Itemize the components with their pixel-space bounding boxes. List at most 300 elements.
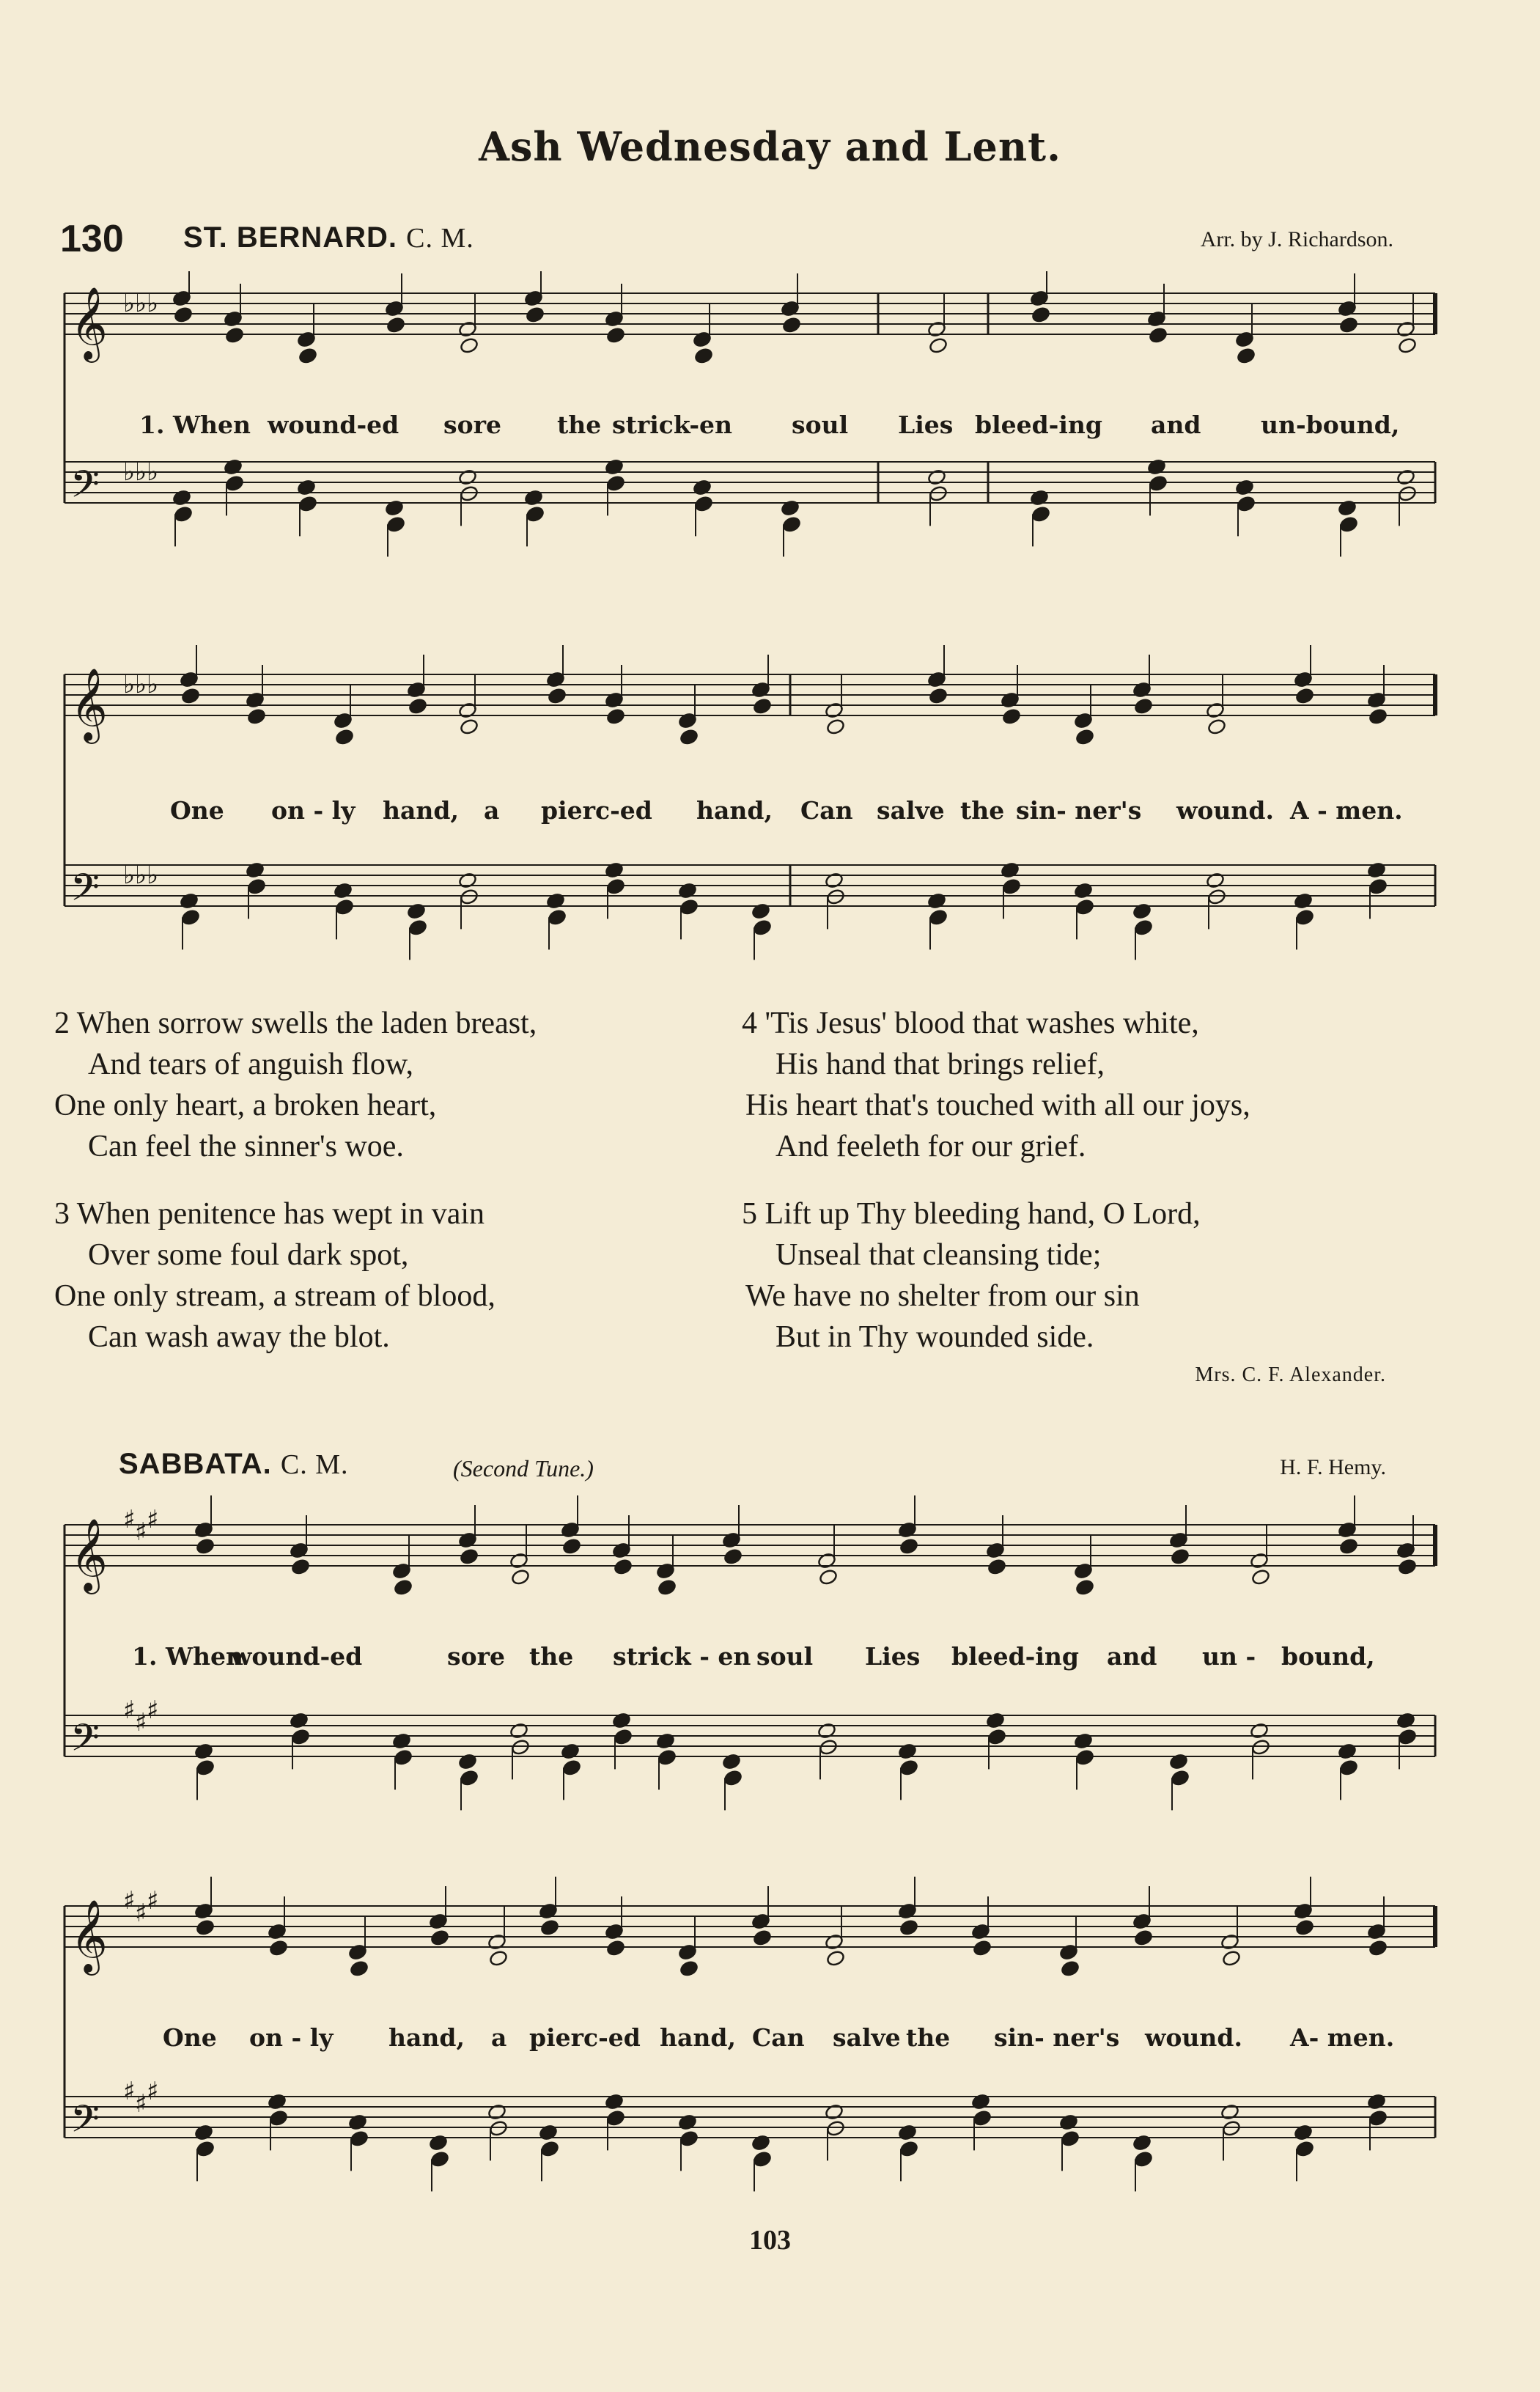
note-head [385,499,405,517]
flat-icon: ♭ [123,457,136,487]
note-head [509,1722,529,1740]
note-head [656,1732,676,1750]
verse-5: 5 Lift up Thy bleeding hand, O Lord, Unseal that cleansing tide; We have no shelter from our sin But in Thy wounded side. [742,1197,1201,1354]
lyric-syllable: hand, [696,796,773,825]
second-tune-composer: H. F. Hemy. [1280,1455,1386,1479]
treble-clef-icon: 𝄞 [70,287,108,360]
note-head [1398,1559,1418,1576]
staff [65,645,1435,746]
note-head [987,1729,1007,1746]
lyric-syllable: wound-ed [231,1642,363,1671]
note-head [753,2151,773,2168]
verses-right-column [742,1003,1467,1358]
note-head [899,2141,919,2158]
note-head [679,729,699,746]
staff [65,457,1435,556]
note-head [1237,496,1256,513]
note-head [334,882,353,899]
note-head [1002,708,1022,726]
note-head [458,872,478,889]
note-head [386,317,406,334]
note-head [511,1739,531,1756]
note-head [899,1919,919,1937]
note-head [460,888,479,906]
lyric-syllable: and [1151,411,1201,439]
note-head [269,1940,289,1957]
note-head [1075,729,1095,746]
verse-3: 3 When penitence has wept in vain Over some foul dark spot, One only stream, a stream of blood, Can wash away the blot. [54,1197,495,1354]
note-head [1338,499,1357,517]
note-head [408,698,428,715]
lyrics-line-2 [0,796,1540,825]
note-head [678,882,698,899]
note-head [460,718,479,736]
note-head [1220,2103,1240,2121]
lyric-syllable: the [557,411,602,439]
staff [65,271,1435,364]
note-head [1149,327,1168,345]
note-head [1398,337,1418,355]
note-head [1149,475,1168,493]
note-head [605,2093,625,2111]
note-head [929,337,948,355]
note-head [825,2103,844,2121]
note-head [782,317,802,334]
note-head [350,1960,369,1978]
lyric-syllable: on - ly [271,796,355,825]
note-head [196,1538,215,1556]
note-head [196,2141,215,2158]
note-head [819,1569,839,1586]
second-tune-title: SABBATA. C. M. [119,1448,349,1480]
lyric-syllable: wound. [1176,796,1274,825]
note-head [1147,458,1167,476]
note-head [898,1743,918,1760]
lyric-syllable: bleed-ing [975,411,1102,439]
flat-icon: ♭ [123,670,136,700]
note-head [1295,909,1315,927]
note-head [194,2124,214,2141]
lyric-syllable: One [163,2023,217,2052]
note-head [657,1749,677,1767]
lyric-syllable: Can [800,796,853,825]
note-head [181,909,201,927]
flat-icon: ♭ [123,289,136,319]
note-head [723,1770,743,1787]
note-head [605,458,625,476]
note-head [524,489,544,507]
note-head [562,1759,582,1777]
sharp-icon: ♯ [123,1505,136,1535]
verse-2: 2 When sorrow swells the laden breast, And tears of anguish flow, One only heart, a broken heart, Can feel the sinner's woe. [54,1007,537,1163]
note-head [825,872,844,889]
sharp-icon: ♯ [135,2089,147,2119]
treble-clef-icon: 𝄞 [70,668,108,741]
note-head [1001,861,1020,879]
flat-icon: ♭ [147,861,159,891]
note-head [487,2103,507,2121]
note-head [605,861,625,879]
note-head [1339,1759,1359,1777]
lyric-syllable: bleed-ing [951,1642,1079,1671]
note-head [694,347,714,365]
hymn-author: Mrs. C. F. Alexander. [1195,1364,1386,1386]
note-head [562,1538,582,1556]
note-head [1061,2130,1080,2148]
note-head [546,892,566,910]
page-heading: Ash Wednesday and Lent. [479,123,1061,170]
flat-icon: ♭ [135,861,147,891]
note-head [1294,892,1314,910]
lyric-syllable: hand, [383,796,459,825]
note-head [927,892,947,910]
lyric-syllable: Can [752,2023,805,2052]
note-head [1207,888,1227,906]
note-head [1368,878,1388,896]
tune-title [183,221,474,254]
note-head [1031,306,1051,324]
verses-left-column [54,1003,714,1358]
note-head [1250,1722,1270,1740]
note-head [430,1929,450,1947]
note-head [679,2130,699,2148]
note-head [973,1940,992,1957]
note-head [723,1548,743,1566]
note-head [194,1743,214,1760]
note-head [927,468,947,486]
note-head [225,327,245,345]
lyric-syllable: a [484,796,500,825]
treble-clef-icon: 𝄞 [70,1518,108,1591]
note-head [460,1548,479,1566]
note-head [693,479,712,496]
lyric-syllable: wound. [1145,2023,1242,2052]
note-head [1075,1579,1095,1597]
note-head [1171,1548,1190,1566]
note-head [826,1950,846,1968]
note-head [458,1753,478,1770]
lyric-syllable: sin- ner's [994,2023,1120,2052]
lyric-syllable: A- men. [1290,2023,1395,2052]
note-head [429,2134,449,2152]
note-head [1134,919,1154,937]
note-head [196,1919,215,1937]
note-head [986,1712,1006,1729]
note-head [929,688,948,705]
note-head [753,1929,773,1947]
note-head [489,1950,509,1968]
note-head [606,2110,626,2127]
bass-clef-icon: 𝄢 [70,2097,100,2150]
sharp-icon: ♯ [147,2077,159,2107]
note-head [1338,1743,1357,1760]
lyrics-line-4 [0,2023,1540,2053]
lyric-syllable: salve [877,796,945,825]
flat-icon: ♭ [147,289,159,319]
lyric-syllable: un-bound, [1261,411,1400,439]
note-head [458,468,478,486]
note-head [1206,872,1226,889]
lyric-syllable: hand, [660,2023,736,2052]
treble-clef-icon: 𝄞 [70,1899,108,1973]
lyric-syllable: strick-en [612,411,733,439]
note-head [489,2120,509,2138]
note-head [1171,1770,1190,1787]
note-head [753,698,773,715]
note-head [1002,878,1022,896]
note-head [180,892,199,910]
note-head [606,878,626,896]
sharp-icon: ♯ [123,2077,136,2107]
staff [65,2077,1435,2191]
note-head [1396,468,1416,486]
lyric-syllable: wound-ed [268,411,399,439]
flat-icon: ♭ [147,457,159,487]
note-head [819,1739,839,1756]
note-head [181,688,201,705]
note-head [973,2110,992,2127]
note-head [268,2093,287,2111]
note-head [679,1960,699,1978]
note-head [899,1538,919,1556]
note-head [826,718,846,736]
note-head [1222,2120,1242,2138]
lyric-syllable: the [960,796,1005,825]
note-head [826,888,846,906]
sharp-icon: ♯ [135,1708,147,1737]
note-head [753,919,773,937]
note-head [1339,317,1359,334]
staff [65,1877,1435,1977]
lyric-syllable: a [491,2023,507,2052]
lyric-syllable: strick - en [613,1642,751,1671]
note-head [612,1712,632,1729]
note-head [1398,485,1418,503]
note-head [561,1743,581,1760]
lyric-syllable: the [529,1642,574,1671]
note-head [1132,2134,1152,2152]
lyric-syllable: on - ly [249,2023,334,2052]
lyric-syllable: salve [833,2023,901,2052]
lyric-syllable: the [906,2023,951,2052]
note-head [614,1729,633,1746]
note-head [335,729,355,746]
note-head [408,919,428,937]
flat-icon: ♭ [135,289,147,319]
lyric-syllable: un - [1202,1642,1256,1671]
tune-name: ST. BERNARD. [183,221,398,254]
sharp-icon: ♯ [147,1696,159,1726]
page-number: 103 [749,2225,791,2256]
note-head [1368,2110,1388,2127]
note-head [430,2151,450,2168]
lyric-syllable: soul [792,411,849,439]
flat-icon: ♭ [135,670,147,700]
note-head [394,1749,413,1767]
lyric-syllable: 1. When [132,1642,243,1671]
note-head [392,1732,412,1750]
staff [65,1696,1435,1810]
note-head [291,1559,311,1576]
flat-icon: ♭ [123,861,136,891]
note-head [1367,861,1387,879]
note-head [246,861,265,879]
note-head [348,2113,368,2131]
note-head [526,506,545,523]
note-head [539,2124,559,2141]
note-head [722,1753,742,1770]
lyric-syllable: Lies [865,1642,921,1671]
note-head [298,496,318,513]
note-head [1134,1929,1154,1947]
note-head [614,1559,633,1576]
note-head [678,2113,698,2131]
note-head [782,516,802,534]
note-head [460,485,479,503]
note-head [460,1770,479,1787]
note-head [1295,2141,1315,2158]
arranger-credit: Arr. by J. Richardson. [1200,227,1393,251]
staff [65,861,1435,960]
lyric-syllable: hand, [388,2023,465,2052]
hymn-number: 130 [60,218,124,260]
note-head [1367,2093,1387,2111]
note-head [606,327,626,345]
lyric-syllable: Lies [898,411,954,439]
note-head [751,902,771,920]
note-head [1235,479,1255,496]
lyric-syllable: A - men. [1290,796,1403,825]
sharp-icon: ♯ [123,1696,136,1726]
note-head [386,516,406,534]
bass-clef-icon: 𝄢 [70,462,100,515]
note-head [1222,1950,1242,1968]
note-head [1339,516,1359,534]
note-head [929,909,948,927]
lyrics-line-3 [0,1642,1540,1671]
bass-clef-icon: 𝄢 [70,865,100,919]
verse-4: 4 'Tis Jesus' blood that washes white, His hand that brings relief, His heart that's touched with all our joys, And feeleth for our grief. [742,1007,1250,1163]
note-head [224,458,243,476]
note-head [898,2124,918,2141]
lyric-syllable: sore [447,1642,505,1671]
sharp-icon: ♯ [135,1517,147,1547]
note-head [606,708,626,726]
note-head [460,337,479,355]
lyric-syllable: One [170,796,224,825]
note-head [606,475,626,493]
lyric-syllable: sore [443,411,501,439]
note-head [1294,2124,1314,2141]
note-head [1061,1960,1080,1978]
flat-icon: ♭ [147,670,159,700]
note-head [971,2093,991,2111]
note-head [511,1569,531,1586]
note-head [298,347,318,365]
note-head [290,1712,309,1729]
note-head [1251,1569,1271,1586]
tune-meter: C. M. [406,223,474,254]
note-head [606,1940,626,1957]
note-head [1134,698,1154,715]
note-head [196,1759,215,1777]
note-head [1237,347,1256,365]
note-head [1031,506,1051,523]
note-head [1030,489,1050,507]
note-head [929,485,948,503]
note-head [1368,708,1388,726]
note-head [174,306,194,324]
note-head [1207,718,1227,736]
note-head [1074,882,1094,899]
note-head [1059,2113,1079,2131]
note-head [826,2120,846,2138]
note-head [1251,1739,1271,1756]
lyric-syllable: and [1107,1642,1157,1671]
note-head [526,306,545,324]
lyric-syllable: soul [756,1642,814,1671]
note-head [1339,1538,1359,1556]
note-head [540,2141,560,2158]
lyric-syllable: sin- ner's [1016,796,1142,825]
sharp-icon: ♯ [147,1886,159,1916]
flat-icon: ♭ [135,457,147,487]
sharp-icon: ♯ [135,1899,147,1928]
note-head [751,2134,771,2152]
note-head [657,1579,677,1597]
note-head [269,2110,289,2127]
sharp-icon: ♯ [123,1886,136,1916]
note-head [407,902,427,920]
note-head [548,688,567,705]
note-head [1295,1919,1315,1937]
note-head [1368,1940,1388,1957]
note-head [1398,1729,1418,1746]
note-head [335,899,355,916]
note-head [1075,899,1095,916]
note-head [679,899,699,916]
note-head [297,479,317,496]
note-head [247,878,267,896]
note-head [781,499,800,517]
sharp-icon: ♯ [147,1505,159,1535]
note-head [394,1579,413,1597]
note-head [1169,1753,1189,1770]
note-head [1396,1712,1416,1729]
lyric-syllable: bound, [1281,1642,1375,1671]
note-head [1132,902,1152,920]
lyric-syllable: pierc-ed [541,796,652,825]
note-head [548,909,567,927]
note-head [225,475,245,493]
note-head [247,708,267,726]
note-head [1074,1732,1094,1750]
note-head [174,506,194,523]
note-head [172,489,192,507]
note-head [899,1759,919,1777]
note-head [350,2130,369,2148]
note-head [291,1729,311,1746]
note-head [1075,1749,1095,1767]
lyric-syllable: pierc-ed [529,2023,641,2052]
bass-clef-icon: 𝄢 [70,1715,100,1769]
note-head [817,1722,837,1740]
second-tune-note: (Second Tune.) [453,1455,594,1482]
lyrics-line-1 [0,411,1540,440]
note-head [540,1919,560,1937]
note-head [1295,688,1315,705]
note-head [1134,2151,1154,2168]
